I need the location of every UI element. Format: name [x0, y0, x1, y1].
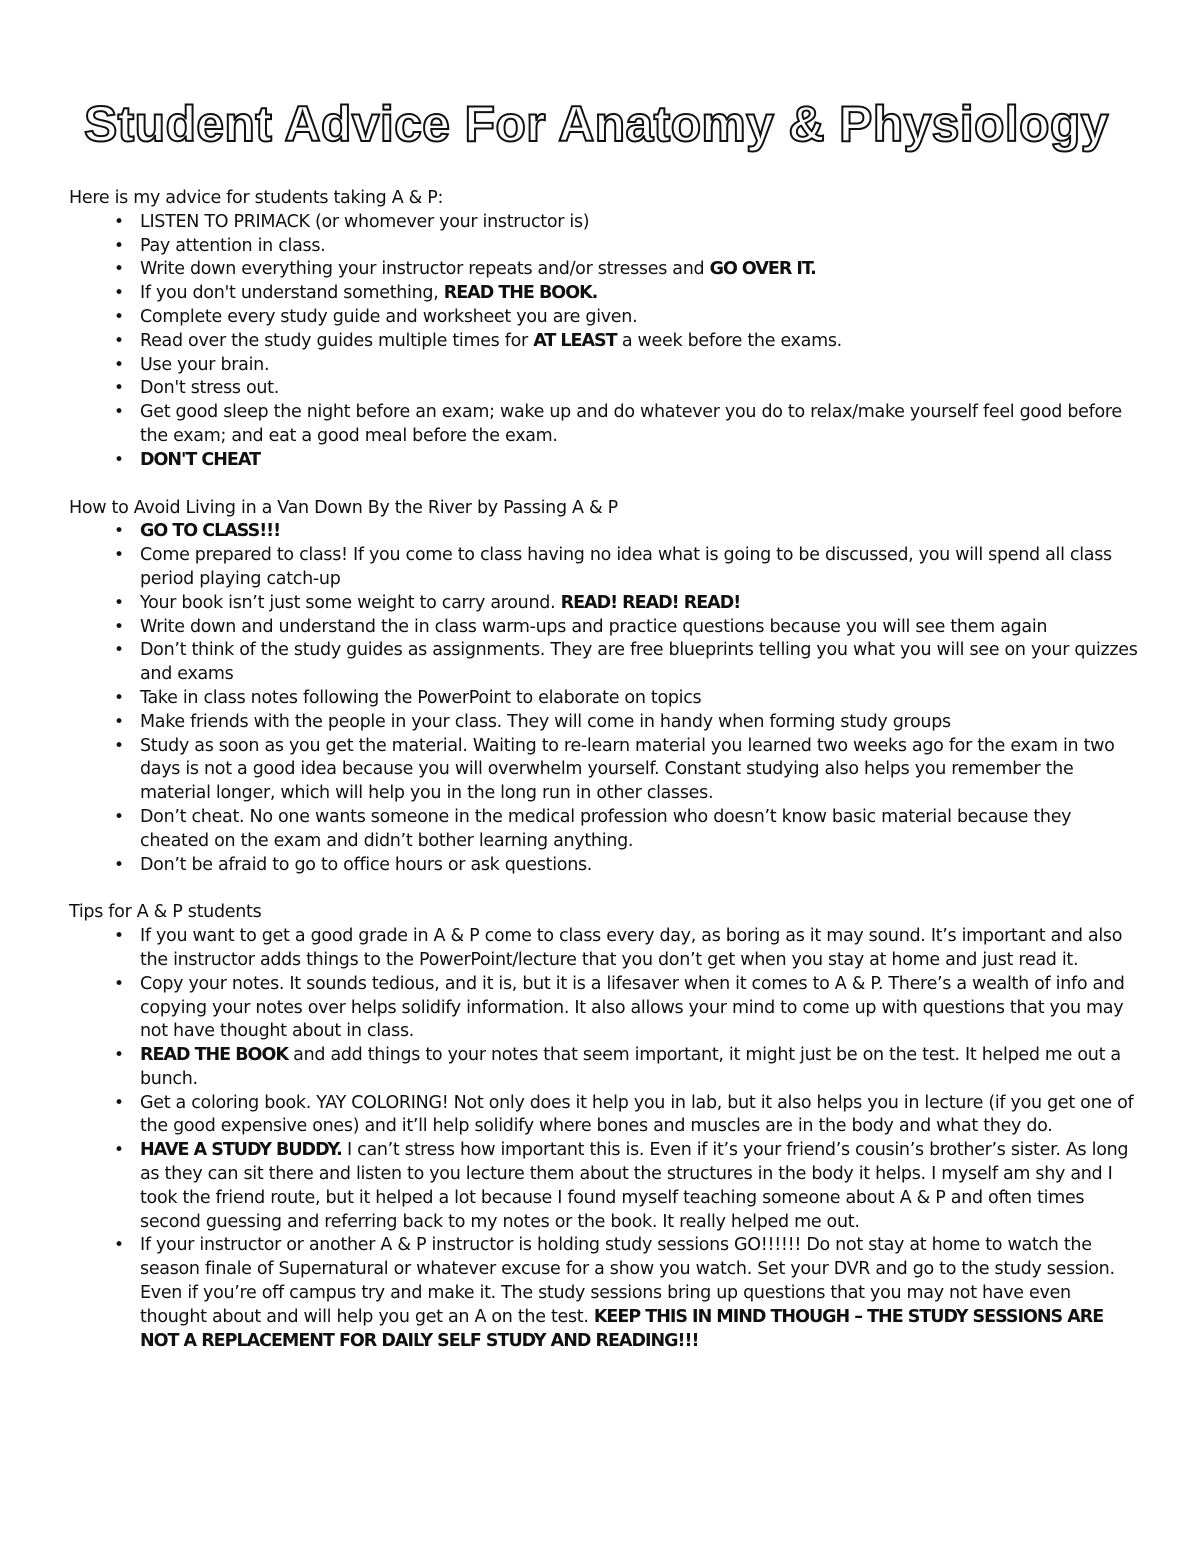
list-item — [69, 377, 1139, 401]
advice-section — [69, 187, 1139, 473]
emphasis-text: GO OVER IT. — [709, 259, 816, 280]
bullet-list — [69, 211, 1139, 473]
list-item — [69, 1044, 1139, 1092]
list-item — [69, 330, 1139, 354]
list-item — [69, 235, 1139, 259]
list-item — [69, 925, 1139, 973]
item-text: a week before the exams. — [616, 330, 842, 351]
list-item — [69, 711, 1139, 735]
item-text: Write down everything your instructor repeats and/or stresses and — [140, 259, 710, 280]
item-text: Your book isn’t just some weight to carry around. — [140, 592, 561, 613]
item-text: Complete every study guide and worksheet you are given. — [140, 306, 638, 327]
item-text: Make friends with the people in your class. They will come in handy when forming study groups — [140, 711, 951, 732]
item-text: Don't stress out. — [140, 378, 279, 399]
bullet-list — [69, 925, 1139, 1353]
list-item — [69, 1092, 1139, 1140]
list-item — [69, 687, 1139, 711]
item-text: Use your brain. — [140, 354, 270, 375]
list-item — [69, 973, 1139, 1044]
emphasis-text: DON'T CHEAT — [140, 449, 261, 470]
item-text: Copy your notes. It sounds tedious, and it is, but it is a lifesaver when it comes to A & P. There’s a wealth of info and copying your notes over helps solidify information. It also allows your mind to come up with questions that you may not have thought about in class. — [140, 973, 1125, 1042]
item-text: Don’t cheat. No one wants someone in the medical profession who doesn’t know basic material because they cheated on the exam and didn’t bother learning anything. — [140, 806, 1072, 851]
emphasis-text: HAVE A STUDY BUDDY. — [140, 1140, 342, 1161]
list-item — [69, 1139, 1139, 1234]
list-item — [69, 401, 1139, 449]
list-item — [69, 258, 1139, 282]
item-text: Get a coloring book. YAY COLORING! Not only does it help you in lab, but it also helps you in lecture (if you get one of the good expensive ones) and it’ll help solidify where bones and muscles are in the body and what they do. — [140, 1092, 1134, 1137]
item-text: Study as soon as you get the material. Waiting to re-learn material you learned two weeks ago for the exam in two days is not a good idea because you will overwhelm yourself. Constant studying also helps you remember the material longer, which will help you in the long run in other classes. — [140, 735, 1115, 804]
item-text: Don’t be afraid to go to office hours or ask questions. — [140, 854, 593, 875]
bullet-list — [69, 520, 1139, 877]
list-item — [69, 211, 1139, 235]
advice-section — [69, 901, 1139, 1353]
item-text: Write down and understand the in class warm-ups and practice questions because you will see them again — [140, 616, 1048, 637]
list-item — [69, 354, 1139, 378]
item-text: Pay attention in class. — [140, 235, 326, 256]
list-item — [69, 306, 1139, 330]
emphasis-text: GO TO CLASS!!! — [140, 521, 281, 542]
list-item — [69, 520, 1139, 544]
list-item — [69, 544, 1139, 592]
item-text: If you don't understand something, — [140, 283, 444, 304]
document-body — [69, 187, 1139, 1353]
emphasis-text: KEEP THIS IN MIND THOUGH – THE STUDY SESSIONS ARE NOT A REPLACEMENT FOR DAILY SELF STUDY AND READING!!! — [140, 1306, 1104, 1351]
item-text: LISTEN TO PRIMACK (or whomever your instructor is) — [140, 211, 590, 232]
item-text: If you want to get a good grade in A & P come to class every day, as boring as it may sound. It’s important and also the instructor adds things to the PowerPoint/lecture that you don’t get when you stay at home and just read it. — [140, 926, 1123, 970]
section-heading: Here is my advice for students taking A & P: — [69, 188, 444, 208]
list-item — [69, 449, 1139, 473]
item-text: Read over the study guides multiple times for — [140, 330, 534, 351]
advice-section — [69, 497, 1139, 878]
item-text: Don’t think of the study guides as assignments. They are free blueprints telling you what you will see on your quizzes and exams — [140, 640, 1138, 685]
list-item — [69, 854, 1139, 878]
list-item — [69, 806, 1139, 854]
section-heading: How to Avoid Living in a Van Down By the River by Passing A & P — [69, 497, 618, 518]
list-item — [69, 616, 1139, 640]
item-text: Come prepared to class! If you come to class having no idea what is going to be discussed, you will spend all class period playing catch-up — [140, 545, 1112, 589]
list-item — [69, 735, 1139, 806]
item-text: Take in class notes following the PowerPoint to elaborate on topics — [140, 687, 702, 708]
item-text: If your instructor or another A & P instructor is holding study sessions GO!!!!!! Do not stay at home to watch the season finale of Supernatural or whatever excuse for a show you watch. Set your DVR and go to the study session. Even if you’re off campus try and make it. The study sessions bring up questions that you may not have even thought about and will help you get an A on the test. — [140, 1235, 1115, 1327]
item-text: I can’t stress how important this is. Even if it’s your friend’s cousin’s brother’s sister. As long as they can sit there and listen to you lecture them about the structures in the body it helps. I myself am shy and I took the friend route, but it helped a lot because I found myself teaching someone about A & P and often times second guessing and referring back to my notes or the book. It really helped me out. — [140, 1140, 1129, 1232]
item-text: Get good sleep the night before an exam; wake up and do whatever you do to relax/make yourself feel good before the exam; and eat a good meal before the exam. — [140, 402, 1122, 446]
document-title: Student Advice For Anatomy & Physiology — [84, 96, 1109, 152]
emphasis-text: READ! READ! READ! — [560, 592, 741, 613]
item-text: and add things to your notes that seem important, it might just be on the test. It helped me out a bunch. — [140, 1045, 1121, 1089]
list-item — [69, 639, 1139, 687]
list-item — [69, 282, 1139, 306]
emphasis-text: READ THE BOOK. — [443, 283, 598, 304]
emphasis-text: READ THE BOOK — [140, 1045, 288, 1066]
section-heading: Tips for A & P students — [69, 902, 262, 923]
emphasis-text: AT LEAST — [533, 330, 617, 351]
list-item — [69, 1234, 1139, 1353]
list-item — [69, 592, 1139, 616]
